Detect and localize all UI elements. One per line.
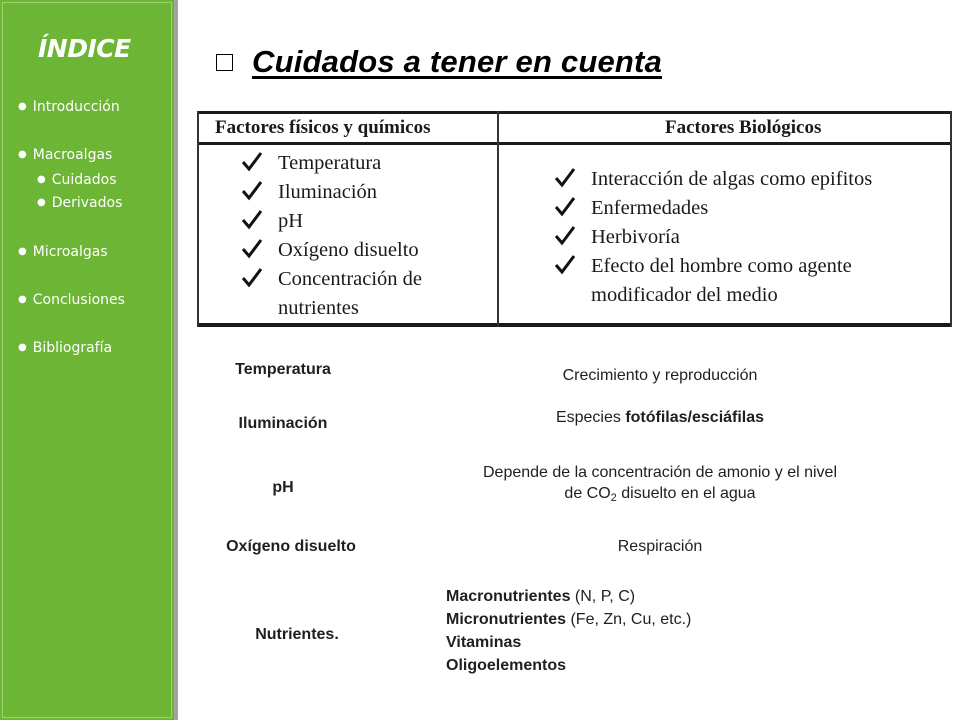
row-desc-oxigeno: Respiración — [617, 538, 703, 555]
list-item-continuation: modificador del medio — [591, 284, 778, 306]
table-column-divider — [497, 111, 499, 327]
sidebar-item-label: Cuidados — [51, 172, 117, 188]
list-item-continuation: nutrientes — [278, 297, 359, 319]
checkmark-icon — [241, 179, 263, 201]
list-item: Concentración de — [241, 265, 422, 294]
nutrients-list — [446, 585, 691, 677]
list-item: Micronutrientes (Fe, Zn, Cu, etc.) — [446, 611, 692, 628]
sidebar-item-label: Macroalgas — [32, 147, 113, 163]
physical-factors-header: Factores físicos y químicos — [215, 117, 431, 138]
page-title: Cuidados a tener en cuenta — [252, 44, 663, 79]
bullet-icon: ● — [37, 197, 46, 208]
list-item: Temperatura — [241, 149, 422, 178]
sidebar-item-derivados[interactable] — [37, 195, 122, 211]
table-left-border — [197, 111, 199, 327]
sidebar-title: ÍNDICE — [38, 34, 131, 63]
row-label-nutrientes: Nutrientes. — [255, 626, 339, 643]
checkmark-icon — [554, 253, 576, 275]
checkmark-icon — [554, 224, 576, 246]
bullet-icon: ● — [18, 246, 27, 257]
sidebar-item-label: Derivados — [51, 195, 123, 211]
table-right-border — [950, 111, 952, 327]
list-item: Interacción de algas como epifitos — [554, 165, 872, 194]
row-desc-iluminacion: Especies fotófilas/esciáfilas — [555, 409, 765, 426]
sidebar-item-label: Bibliografía — [32, 340, 113, 356]
biological-factors-header: Factores Biológicos — [665, 117, 822, 138]
row-label-iluminacion: Iluminación — [238, 415, 328, 432]
list-item: Enfermedades — [554, 194, 872, 223]
table-bottom-rule — [197, 323, 952, 327]
list-item: Oligoelementos — [446, 657, 567, 674]
checkmark-icon — [241, 150, 263, 172]
checkmark-icon — [241, 237, 263, 259]
bullet-icon: ● — [18, 294, 27, 305]
list-item: Iluminación — [241, 178, 422, 207]
sidebar-item-conclusiones[interactable] — [18, 292, 125, 308]
sidebar-item-macroalgas[interactable] — [18, 147, 112, 163]
list-item: pH — [241, 207, 422, 236]
biological-factors-list — [554, 165, 872, 310]
sidebar-item-cuidados[interactable] — [37, 172, 116, 188]
table-top-rule — [197, 111, 952, 114]
sidebar-item-label: Introducción — [32, 99, 120, 115]
checkmark-icon — [241, 266, 263, 288]
checkmark-icon — [554, 195, 576, 217]
row-label-temperatura: Temperatura — [235, 361, 331, 378]
row-label-ph: pH — [272, 479, 294, 496]
row-desc-ph: Depende de la concentración de amonio y el nivel de $CO_2$ disuelto en el agua — [482, 464, 837, 504]
bullet-icon: ● — [18, 101, 27, 112]
list-item: Macronutrientes (N, P, C) — [446, 588, 636, 605]
list-item: Efecto del hombre como agente — [554, 252, 872, 281]
row-label-oxigeno: Oxígeno disuelto — [226, 538, 356, 555]
checkmark-icon — [241, 208, 263, 230]
sidebar-item-label: Microalgas — [32, 244, 108, 260]
factors-table — [197, 105, 952, 329]
sidebar-item-introduccion[interactable] — [18, 99, 120, 115]
list-item: Vitaminas — [446, 634, 522, 651]
sidebar-item-microalgas[interactable] — [18, 244, 108, 260]
table-header-rule — [197, 142, 952, 145]
list-item: Oxígeno disuelto — [241, 236, 422, 265]
bullet-icon: ● — [37, 174, 46, 185]
sidebar — [0, 0, 178, 720]
slide-header — [216, 38, 662, 86]
physical-factors-list — [241, 149, 422, 323]
checkmark-icon — [554, 166, 576, 188]
sidebar-item-label: Conclusiones — [32, 292, 125, 308]
bullet-icon: ● — [18, 149, 27, 160]
bullet-icon: ● — [18, 342, 27, 353]
sidebar-item-bibliografia[interactable] — [18, 340, 112, 356]
checkbox-bullet-icon — [216, 54, 233, 71]
row-desc-temperatura: Crecimiento y reproducción — [562, 367, 758, 384]
list-item: Herbivoría — [554, 223, 872, 252]
